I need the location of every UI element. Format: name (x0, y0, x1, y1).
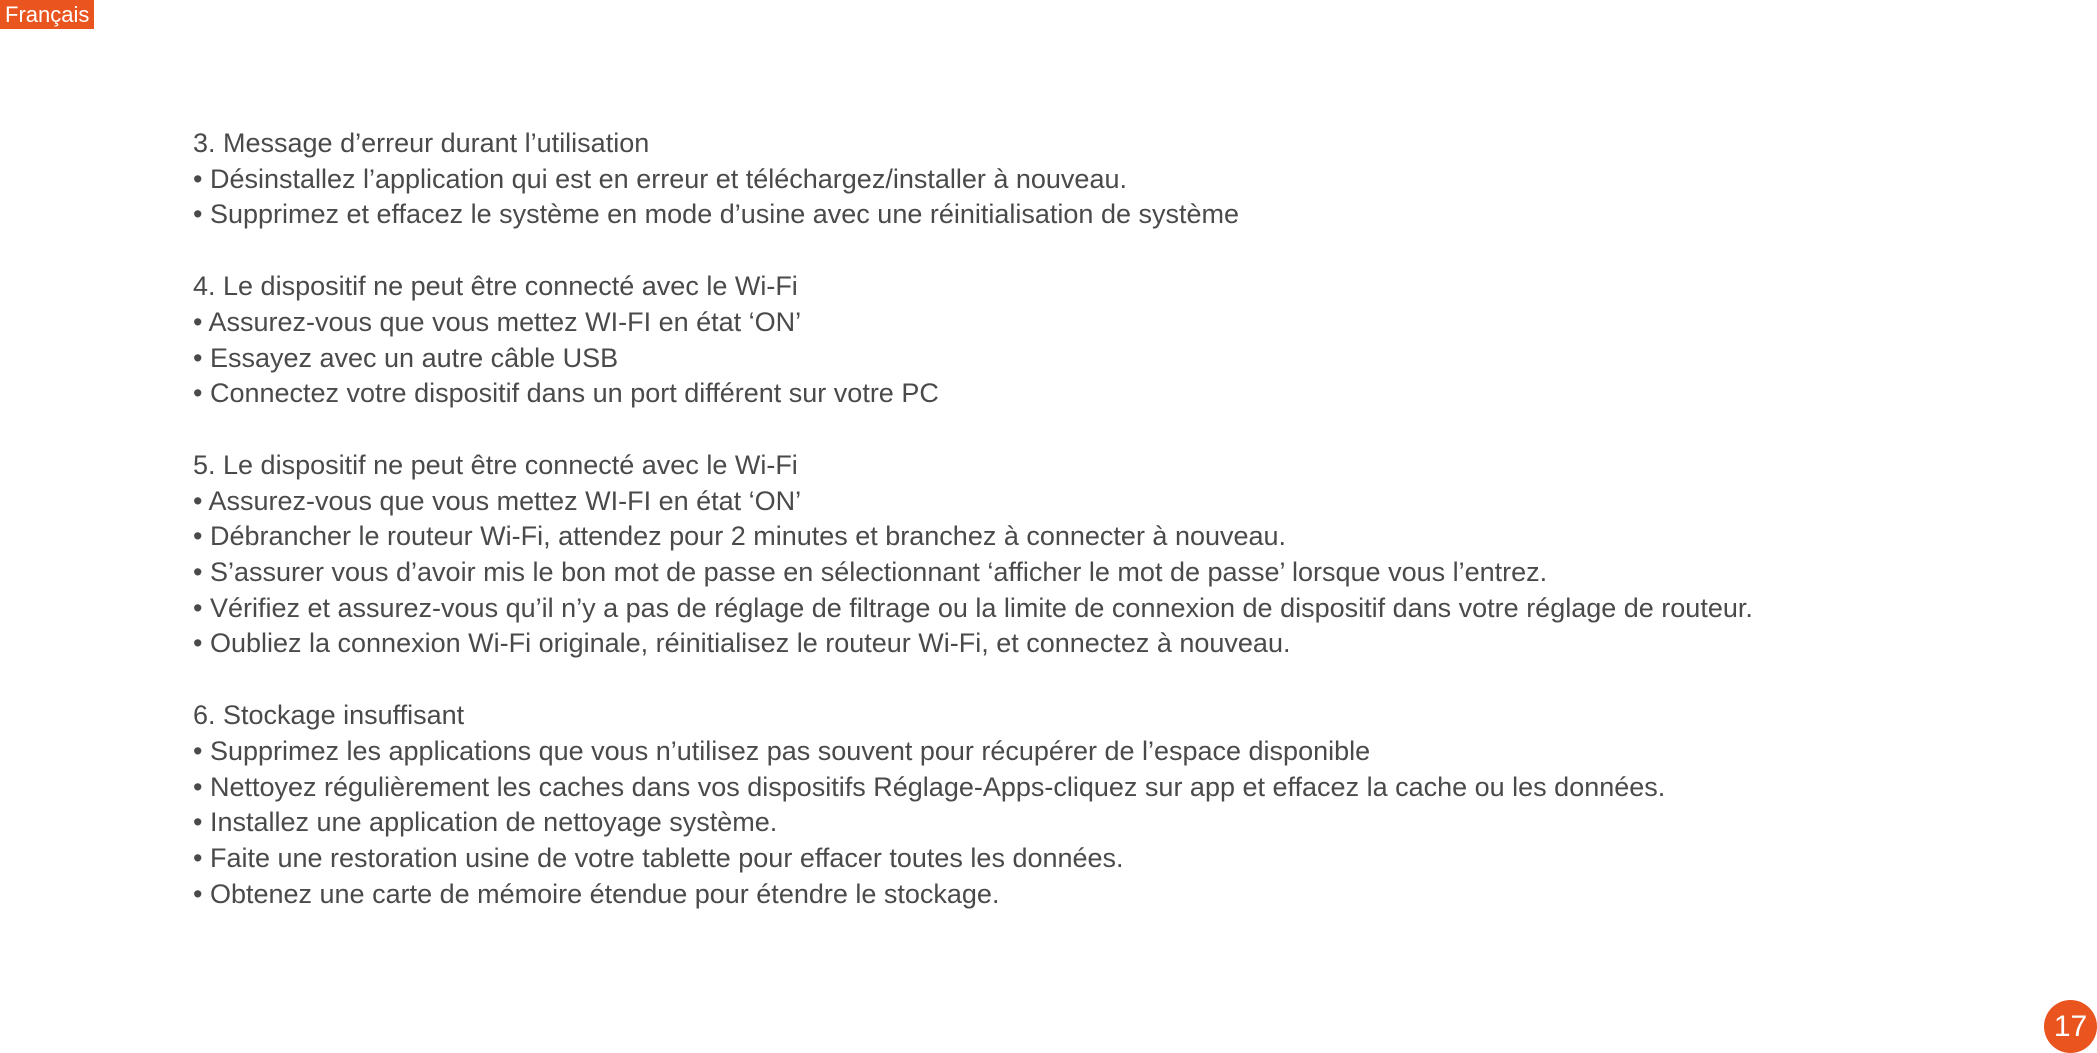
section-title: 6. Stockage insuffisant (193, 700, 465, 731)
section-title: 3. Message d’erreur durant l’utilisation (193, 128, 650, 158)
troubleshooting-content (193, 126, 2073, 948)
list-item: • Installez une application de nettoyage système. (193, 807, 778, 838)
list-item: • Nettoyez régulièrement les caches dans vos dispositifs Réglage-Apps-cliquez sur app et effacez la cache ou les données. (193, 771, 1666, 802)
list-item: • Faite une restoration usine de votre tablette pour effacer toutes les données. (193, 842, 1124, 873)
section-title: 5. Le dispositif ne peut être connecté avec le Wi-Fi (193, 449, 798, 480)
section-title: 4. Le dispositif ne peut être connecté avec le Wi-Fi (193, 271, 798, 302)
list-item: • Supprimez et effacez le système en mode d’usine avec une réinitialisation de système (193, 199, 1239, 230)
section-storage (193, 698, 2073, 912)
section-wifi-connection (193, 448, 2073, 662)
list-item: • Débrancher le routeur Wi-Fi, attendez pour 2 minutes et branchez à connecter à nouveau. (193, 521, 1287, 552)
list-item: • Oubliez la connexion Wi-Fi originale, réinitialisez le routeur Wi-Fi, et connectez à nouveau. (193, 628, 1291, 659)
list-item: • Désinstallez l’application qui est en erreur et téléchargez/installer à nouveau. (193, 163, 1127, 194)
list-item: • Essayez avec un autre câble USB (193, 342, 619, 373)
section-error-message (193, 126, 2073, 233)
list-item: • Assurez-vous que vous mettez WI-FI en état ‘ON’ (193, 485, 802, 516)
section-usb-connection (193, 269, 2073, 412)
list-item: • Vérifiez et assurez-vous qu’il n’y a pas de réglage de filtrage ou la limite de connexion de dispositif dans votre réglage de routeur. (193, 592, 1753, 623)
list-item: • Obtenez une carte de mémoire étendue pour étendre le stockage. (193, 878, 1000, 909)
language-tag: Français (0, 0, 94, 29)
list-item: • Supprimez les applications que vous n’utilisez pas souvent pour récupérer de l’espace disponible (193, 735, 1371, 766)
list-item: • S’assurer vous d’avoir mis le bon mot de passe en sélectionnant ‘afficher le mot de passe’ lorsque vous l’entrez. (193, 557, 1548, 588)
page-number: 17 (2044, 1000, 2097, 1053)
list-item: • Connectez votre dispositif dans un port différent sur votre PC (193, 378, 939, 409)
list-item: • Assurez-vous que vous mettez WI-FI en état ‘ON’ (193, 306, 802, 337)
